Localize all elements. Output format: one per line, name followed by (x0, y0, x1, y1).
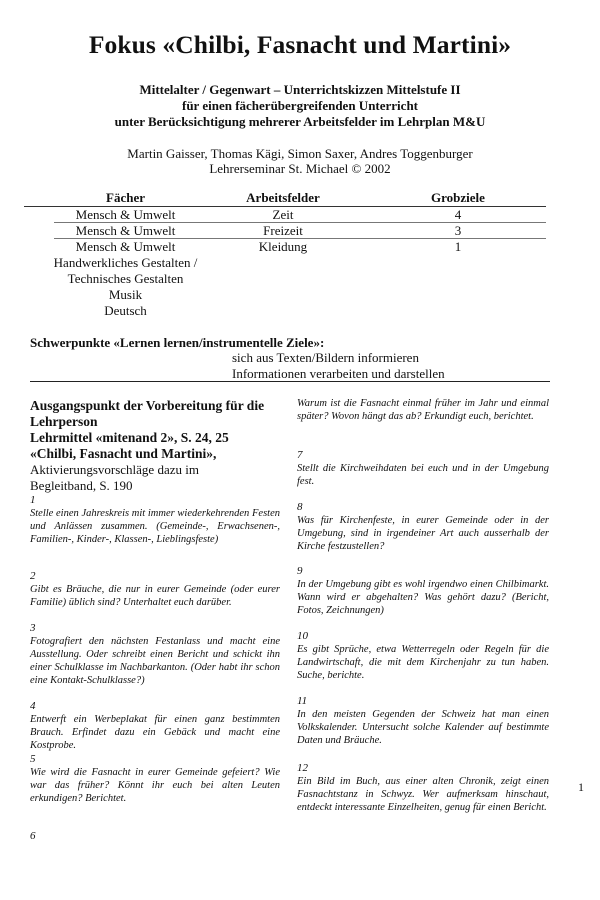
task-item (30, 622, 280, 687)
cell-fach: Mensch & Umwelt (75, 223, 176, 238)
left-column (30, 398, 280, 842)
task-item (30, 494, 280, 546)
task-number: 10 (297, 630, 308, 642)
task-number: 6 (30, 830, 36, 842)
task-number: 9 (297, 565, 303, 577)
task-item (297, 762, 549, 814)
task-item (30, 830, 280, 843)
header-grobziele: Grobziele (431, 190, 485, 205)
task-item (297, 695, 549, 747)
task-text: In der Umgebung gibt es wohl irgendwo einen Chilbimarkt. Wann wird er abgehalten? Was gehört dazu? (Bericht, Fotos, Zeichnungen) (297, 579, 549, 616)
subtitle-line: Mittelalter / Gegenwart – Unterrichtskizzen Mittelstufe II (139, 82, 461, 97)
institution-line: Lehrerseminar St. Michael © 2002 (209, 161, 391, 176)
schwerpunkt-item: sich aus Texten/Bildern informieren (232, 350, 419, 365)
heading-line: Lehrperson (30, 414, 98, 429)
cell-grobziele: 1 (454, 239, 462, 254)
task-text: In den meisten Gegenden der Schweiz hat man einen Volkskalender. Untersucht solche Kalender auf bestimmte Daten und Bräuche. (297, 709, 549, 746)
note-line: Aktivierungsvorschläge dazu im (30, 462, 199, 477)
task-number: 7 (297, 449, 303, 461)
task-item (297, 501, 549, 553)
table-row (24, 223, 546, 239)
task-text: Gibt es Bräuche, die nur in eurer Gemeinde (oder eurer Familie) üblich sind? Unterhaltet euch darüber. (30, 584, 280, 608)
schwerpunkte-title: Schwerpunkte «Lernen lernen/instrumentelle Ziele»: (30, 335, 325, 350)
subject-item: Handwerkliches Gestalten / (53, 255, 198, 270)
cell-grobziele: 4 (454, 207, 462, 222)
task-number: 5 (30, 753, 36, 765)
task-number: 12 (297, 762, 308, 774)
task-item (297, 449, 549, 488)
task-text: Was für Kirchenfeste, in eurer Gemeinde oder in der Umgebung, sind in irgendeiner Art auch ausserhalb der Kirche festzustellen? (297, 515, 549, 552)
task-number: 4 (30, 700, 36, 712)
cell-arbeitsfeld: Zeit (272, 207, 294, 222)
other-subjects (28, 255, 223, 319)
page-number: 1 (578, 780, 584, 794)
task-item (30, 753, 280, 805)
task-text: Stelle einen Jahreskreis mit immer wiederkehrenden Festen und Anlässen zusammen. (Gemeinde-, Erwachsenen-, Familien-, Kinder-, Klassen-, Lieblingsfeste) (30, 508, 280, 545)
task-item (297, 565, 549, 617)
task-text: Wie wird die Fasnacht in eurer Gemeinde gefeiert? Wie war das früher? Könnt ihr euch bei alten Leuten erkundigen? Berichtet. (30, 767, 280, 804)
authors-line: Martin Gaisser, Thomas Kägi, Simon Saxer, Andres Toggenburger (127, 146, 473, 161)
cell-fach: Mensch & Umwelt (75, 239, 176, 254)
preparation-heading (30, 398, 280, 462)
heading-line: Lehrmittel «mitenand 2», S. 24, 25 (30, 430, 229, 445)
header-arbeitsfelder: Arbeitsfelder (246, 190, 320, 205)
cell-arbeitsfeld: Kleidung (258, 239, 308, 254)
task-number: 3 (30, 622, 36, 634)
schwerpunkt-item: Informationen verarbeiten und darstellen (232, 366, 445, 381)
task-text: Ein Bild im Buch, aus einer alten Chronik, zeigt einen Fasnachtstanz in Schwyz. Wer aufmerksam hinschaut, entdeckt interessante Einzelheiten, genug für einen Bericht. (297, 776, 549, 813)
task-item (297, 630, 549, 682)
task-item (30, 570, 280, 609)
subject-item: Deutsch (104, 303, 147, 318)
task-text: Es gibt Sprüche, etwa Wetterregeln oder Regeln für die Landwirtschaft, die mit dem Kirchenjahr zu tun haben. Suche, berichte. (297, 644, 549, 681)
cell-grobziele: 3 (454, 223, 462, 238)
table-header (24, 190, 546, 205)
table-row (24, 207, 546, 223)
note-line: Begleitband, S. 190 (30, 478, 133, 493)
subtitle-line: unter Berücksichtigung mehrerer Arbeitsfelder im Lehrplan M&U (114, 114, 486, 129)
subject-item: Technisches Gestalten (67, 271, 184, 286)
cell-arbeitsfeld: Freizeit (263, 223, 303, 238)
task-item (30, 700, 280, 752)
task-number: 11 (297, 695, 308, 707)
task-text: Stellt die Kirchweihdaten bei euch und in der Umgebung fest. (297, 463, 549, 487)
section-divider (30, 381, 550, 382)
subtitle-line: für einen fächerübergreifenden Unterricht (182, 98, 418, 113)
task-number: 1 (30, 494, 36, 506)
subtitle (0, 82, 600, 130)
task-text: Warum ist die Fasnacht einmal früher im Jahr und einmal später? Wovon hängt das ab? Erkundigt euch, berichtet. (297, 398, 549, 422)
subject-item: Musik (108, 287, 143, 302)
document-title: Fokus «Chilbi, Fasnacht und Martini» (88, 30, 512, 59)
preparation-note (30, 462, 280, 494)
schwerpunkte-list (232, 350, 445, 382)
cell-fach: Mensch & Umwelt (75, 207, 176, 222)
authors-block (0, 146, 600, 176)
task-number: 8 (297, 501, 303, 513)
task-text: Fotografiert den nächsten Festanlass und macht eine Ausstellung. Oder schreibt einen Bericht und schickt ihn einer Schulklasse im Nachbarkanton. (Oder habt ihr schon eine Kontakt-Schulklasse?) (30, 636, 280, 686)
task-text: Entwerft ein Werbeplakat für einen ganz bestimmten Brauch. Erfindet dazu ein Gebäck und macht eine Kostprobe. (30, 714, 280, 751)
header-faecher: Fächer (106, 190, 145, 205)
heading-line: Ausgangspunkt der Vorbereitung für die (30, 398, 265, 413)
task-item (297, 397, 549, 423)
table-row (24, 239, 546, 255)
heading-line: «Chilbi, Fasnacht und Martini», (30, 446, 217, 461)
task-number: 2 (30, 570, 36, 582)
